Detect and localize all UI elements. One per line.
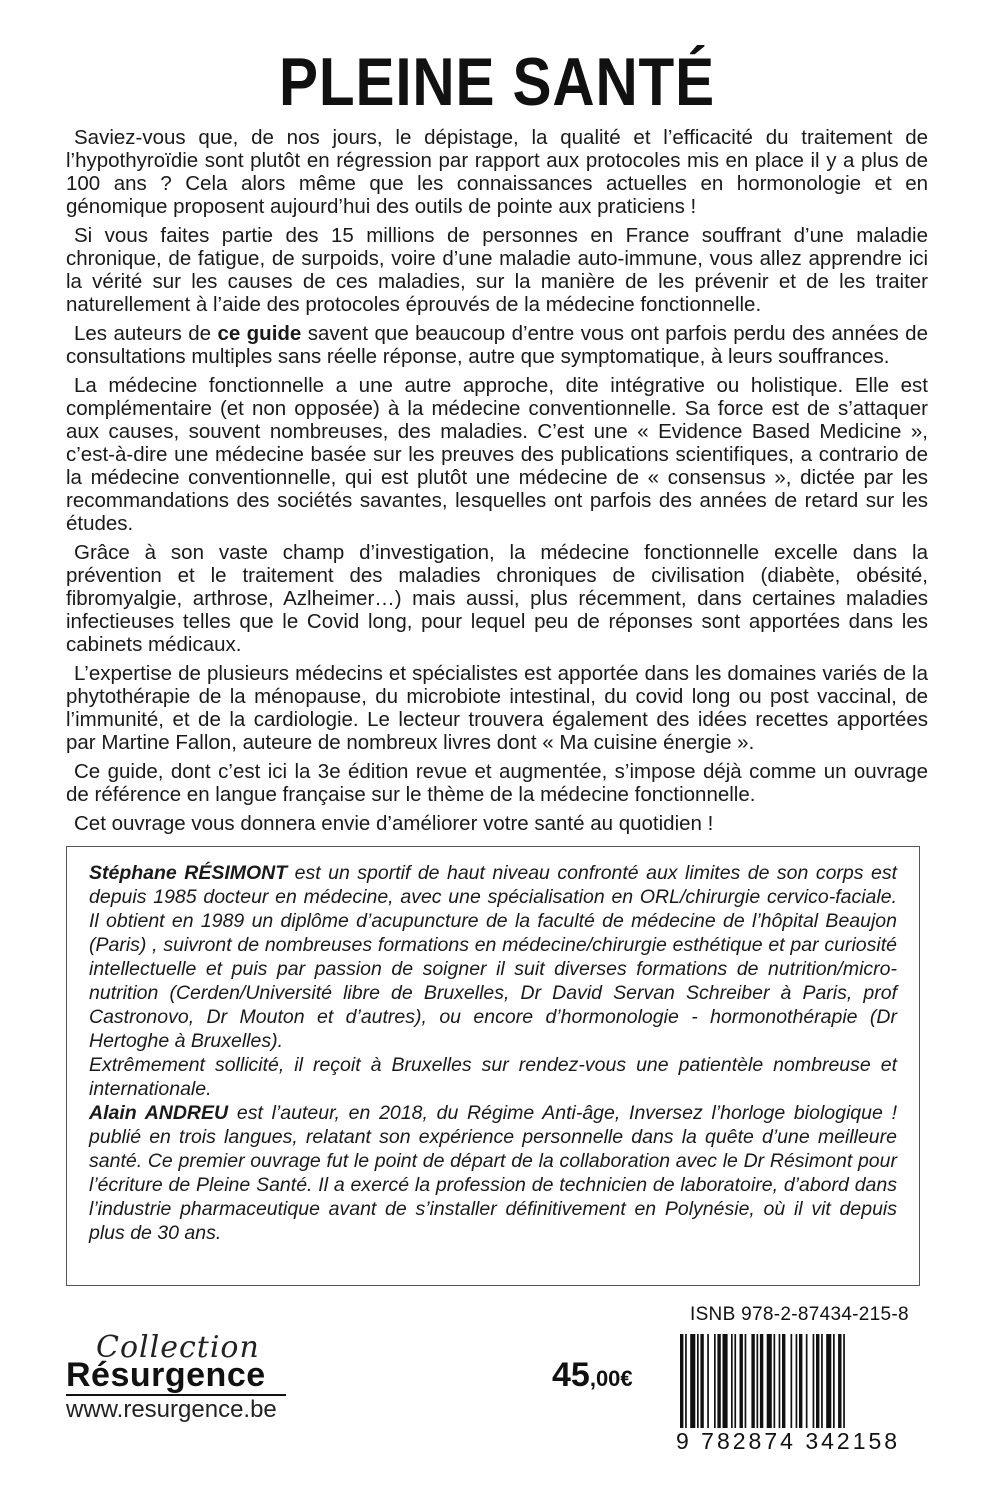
logo-collection-text: Collection (96, 1330, 260, 1365)
barcode-bar (751, 1334, 754, 1434)
barcode-bar (779, 1334, 781, 1434)
blurb-paragraph-3 (66, 322, 928, 368)
barcode-bar (680, 1334, 683, 1434)
blurb-paragraph-7: Ce guide, dont c’est ici la 3e édition revue et augmentée, s’impose déjà comme un ouvrage de référence en langue française sur le thème de la médecine fonctionnelle. (66, 760, 928, 806)
barcode-bar (707, 1334, 709, 1434)
barcode-bar (685, 1334, 687, 1434)
author2-bio (89, 1101, 897, 1245)
barcode-bar (731, 1334, 733, 1434)
price-main: 45 (552, 1356, 590, 1394)
blurb-paragraph-5: Grâce à son vaste champ d’investigation, la médecine fonctionnelle excelle dans la prévention et le traitement des maladies chroniques de civilisation (diabète, obésité, fibromyalgie, arthrose, Azlheimer…) mais aussi, plus récemment, dans certaines maladies infectieuses telles que le Covid long, pour lequel peu de réponses sont apportées dans les cabinets médicaux. (66, 541, 928, 656)
blurb-p3-end: savent que beaucoup d’entre vous ont parfois perdu des années de consultations multiples sans réelle réponse, autre que symptomatique, à leurs souffrances. (66, 322, 928, 368)
logo-resurgence-text: Résurgence (66, 1356, 266, 1394)
barcode-bar (821, 1334, 823, 1434)
barcode-bar (697, 1334, 699, 1434)
barcode-bar (806, 1334, 808, 1434)
barcode-bar (745, 1334, 747, 1434)
barcode-bar (782, 1334, 785, 1434)
author1-name: Stéphane RÉSIMONT (89, 862, 288, 884)
author2-name: Alain ANDREU (89, 1102, 229, 1124)
blurb-paragraph-8: Cet ouvrage vous donnera envie d’améliorer votre santé au quotidien ! (74, 812, 714, 835)
barcode-bar (838, 1334, 841, 1434)
blurb-paragraph-6: L’expertise de plusieurs médecins et spécialistes est apportée dans les domaines variés de la phytothérapie de la ménopause, du microbiote intestinal, du covid long ou post vaccinal, de l’immunité, et de la cardiologie. Le lecteur trouvera également des idées recettes apportées par Martine Fallon, auteure de nombreux livres dont « Ma cuisine énergie ». (66, 662, 928, 754)
barcode-bar (799, 1334, 802, 1434)
barcode-bar (843, 1334, 845, 1434)
barcode-bar (796, 1334, 798, 1434)
author1-bio-2: Extrêmement sollicité, il reçoit à Bruxelles sur rendez-vous une patientèle nombreuse et internationale. (89, 1054, 897, 1100)
publisher-website[interactable]: www.resurgence.be (66, 1396, 277, 1423)
barcode-bar (690, 1334, 695, 1434)
blurb-p3-start: Les auteurs de (74, 322, 218, 345)
barcode-bar (740, 1334, 743, 1434)
price (552, 1356, 633, 1395)
barcode-bar (757, 1334, 759, 1434)
publisher-logo (66, 1330, 296, 1394)
barcode (676, 1334, 902, 1434)
barcode-bar (734, 1334, 736, 1434)
barcode-bar (760, 1334, 763, 1434)
barcode-bar (700, 1334, 703, 1434)
barcode-bar (767, 1334, 772, 1434)
barcode-bar (774, 1334, 776, 1434)
barcode-bar (833, 1334, 835, 1434)
author1-bio (89, 861, 897, 1053)
barcode-bar (813, 1334, 815, 1434)
blurb-p3-bold: ce guide (217, 322, 302, 345)
barcode-digits: 9 782874 342158 (676, 1428, 901, 1454)
barcode-bar (816, 1334, 819, 1434)
barcode-bar (826, 1334, 831, 1434)
barcode-bar (717, 1334, 720, 1434)
blurb (66, 126, 928, 841)
blurb-paragraph-4: La médecine fonctionnelle a une autre approche, dite intégrative ou holistique. Elle est complémentaire (et non opposée) à la médecine conventionnelle. Sa force est de s’attaquer aux causes, souvent nombreuses, des maladies. C’est une « Evidence Based Medicine », c’est-à-dire une médecine basée sur les preuves des publications scientifiques, a contrario de la médecine conventionnelle, qui est plutôt une médecine de « consensus », dictée par les recommandations des sociétés savantes, lesquelles ont parfois des années de retard sur les études. (66, 374, 928, 535)
barcode-bar (723, 1334, 728, 1434)
isbn-label: ISNB 978-2-87434-215-8 (690, 1304, 909, 1325)
price-cents: ,00€ (589, 1366, 633, 1391)
barcode-bar (791, 1334, 793, 1434)
blurb-paragraph-2: Si vous faites partie des 15 millions de personnes en France souffrant d’une maladie chronique, de fatigue, de surpoids, voire d’une maladie auto-immune, vous allez apprendre ici la vérité sur les causes de ces maladies, sur la manière de les prévenir et de les traiter naturellement à l’aide des protocoles éprouvés de la médecine fonctionnelle. (66, 224, 928, 316)
barcode-bar (714, 1334, 716, 1434)
author-bio-box (66, 846, 920, 1286)
author1-text: est un sportif de haut niveau confronté aux limites de son corps est depuis 1985 docteur en médecine, avec une spécialisation en ORL/chirurgie cervico-faciale. Il obtient en 1989 un diplôme d’acupuncture de la faculté de médecine de l’hôpital Beaujon (Paris) , suivront de nombreuses formations en médecine/chirurgie esthétique et par curiosité intellectuelle et puis par passion de soigner il suit diverses formations de nutrition/micro-nutrition (Cerden/Université libre de Bruxelles, Dr David Servan Schreiber à Paris, prof Castronovo, Dr Mouton et d’autres), ou encore d’hormonologie - hormonothérapie (Dr Hertoghe à Bruxelles). (89, 862, 897, 1052)
blurb-paragraph-1: Saviez-vous que, de nos jours, le dépistage, la qualité et l’efficacité du traitement de l’hypothyroïdie sont plutôt en régression par rapport aux protocoles mis en place il y a plus de 100 ans ? Cela alors même que les connaissances actuelles en hormonologie et en génomique proposent aujourd’hui des outils de pointe aux praticiens ! (66, 126, 928, 218)
author2-text: est l’auteur, en 2018, du Régime Anti-âge, Inversez l’horloge biologique ! publié en trois langues, relatant son expérience personnelle dans la quête d’une meilleure santé. Ce premier ouvrage fut le point de départ de la collaboration avec le Dr Résimont pour l’écriture de Pleine Santé. Il a exercé la profession de technicien de laboratoire, d’abord dans l’industrie pharmaceutique avant de s’installer définitivement en Polynésie, où il vit depuis plus de 30 ans. (89, 1102, 897, 1244)
book-title: PLEINE SANTÉ (279, 44, 715, 120)
